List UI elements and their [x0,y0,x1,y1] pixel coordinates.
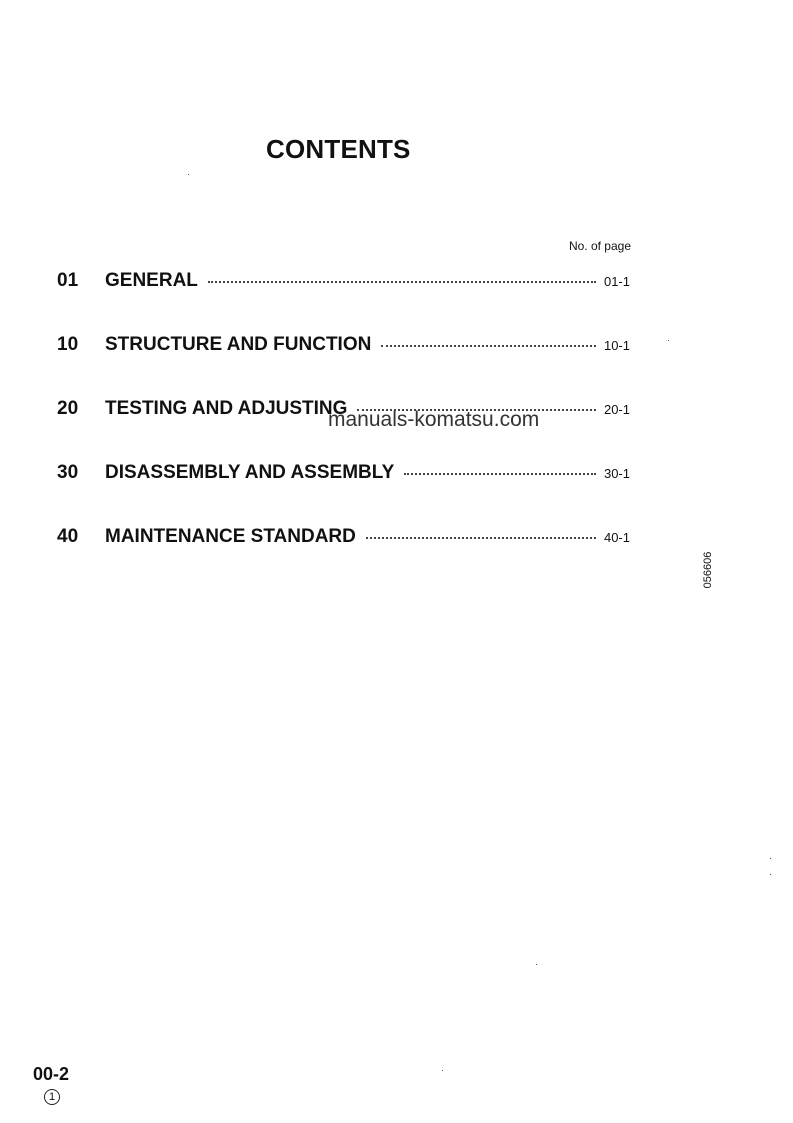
side-code: 056606 [702,551,714,589]
scan-speck [770,874,771,875]
toc-leader [208,281,596,283]
toc-leader [366,537,596,539]
toc-label: DISASSEMBLY AND ASSEMBLY [105,462,395,483]
toc-row[interactable] [57,462,630,486]
toc-page: 40-1 [603,530,630,545]
toc-number: 30 [57,462,79,483]
toc-row[interactable] [57,270,630,294]
scan-speck [770,858,771,859]
toc-label: TESTING AND ADJUSTING [105,398,348,419]
watermark: manuals-komatsu.com [328,408,540,431]
toc-page: 30-1 [603,466,630,481]
toc-number: 10 [57,334,79,355]
toc-label: MAINTENANCE STANDARD [105,526,356,547]
toc-number: 20 [57,398,79,419]
toc-page: 01-1 [603,274,630,289]
page-title: CONTENTS [266,134,411,164]
toc-number: 01 [57,270,79,291]
scan-speck [668,340,669,341]
page-column-header: No. of page [568,239,631,253]
scan-speck [188,174,189,175]
toc-row[interactable] [57,334,630,358]
toc-label: GENERAL [105,270,198,291]
footer-page-number: 00-2 [33,1064,70,1084]
toc-page: 10-1 [603,338,630,353]
toc-row[interactable] [57,526,630,550]
toc-page: 20-1 [603,402,630,417]
toc-number: 40 [57,526,79,547]
scan-speck [536,964,537,965]
toc-leader [404,473,596,475]
scan-speck [442,1070,443,1071]
footer-revision-mark: 1 [44,1089,60,1105]
toc-leader [381,345,596,347]
toc-label: STRUCTURE AND FUNCTION [105,334,372,355]
